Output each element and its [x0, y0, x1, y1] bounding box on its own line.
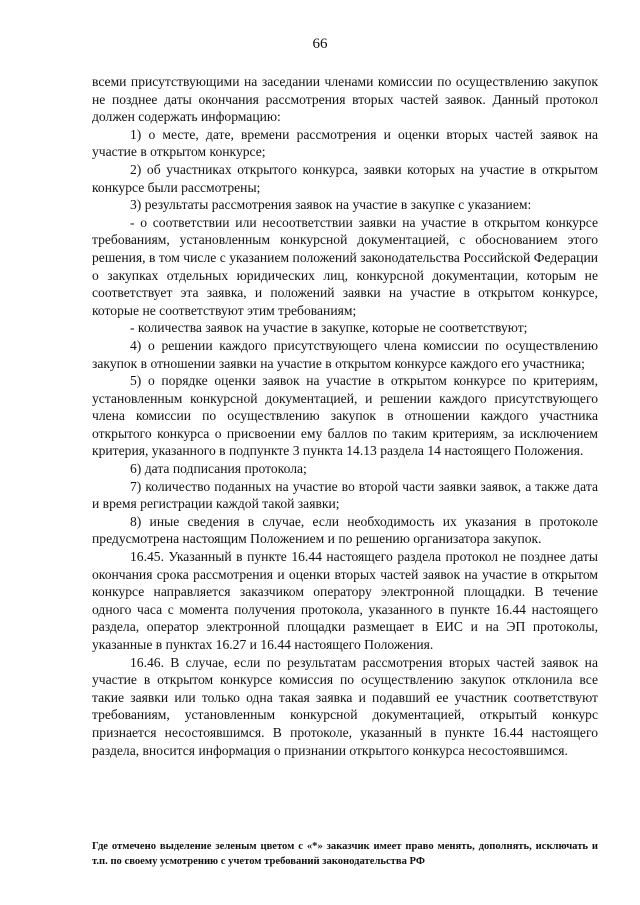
paragraph-item-8: 8) иные сведения в случае, если необходимость их указания в протоколе предусмотрена настоящим Положением и по решению организатора закупок.	[92, 513, 598, 547]
page-number: 66	[312, 36, 328, 52]
paragraph-clause-16-46: 16.46. В случае, если по результатам рассмотрения вторых частей заявок на участие в открытом конкурсе комиссия по осуществлению закупок отклонила все такие заявки или только одна такая заявка и подавший ее участник соответствуют требованиям, установленным конкурсной документацией, открытый конкурс признается несостоявшимся. В протоколе, указанный в пункте 16.44 настоящего раздела, вносится информация о признании открытого конкурса несостоявшимся.	[92, 654, 598, 758]
paragraph-item-3: 3) результаты рассмотрения заявок на участие в закупке с указанием:	[130, 197, 532, 213]
paragraph-item-1: 1) о месте, дате, времени рассмотрения и оценки вторых частей заявок на участие в открытом конкурсе;	[92, 126, 598, 160]
paragraph-item-5: 5) о порядке оценки заявок на участие в открытом конкурсе по критериям, установленным конкурсной документацией, и решении каждого присутствующего члена комиссии по осуществлению закупок в отношении каждого участника открытого конкурса о присвоении ему баллов по таким критериям, за исключением критерия, указанного в подпункте 3 пункта 14.13 раздела 14 настоящего Положения.	[92, 373, 598, 459]
paragraph-item-2: 2) об участниках открытого конкурса, заявки которых на участие в открытом конкурсе были рассмотрены;	[92, 161, 598, 195]
paragraph-item-7: 7) количество поданных на участие во второй части заявки заявок, а также дата и время регистрации каждой такой заявки;	[92, 478, 598, 512]
paragraph-item-6: 6) дата подписания протокола;	[130, 461, 307, 477]
footnote: Где отмечено выделение зеленым цветом с «*» заказчик имеет право менять, дополнять, исключать и т.п. по своему усмотрению с учетом требований законодательства РФ	[92, 841, 598, 867]
paragraph-item-4: 4) о решении каждого присутствующего члена комиссии по осуществлению закупок в отношении заявки на участие в открытом конкурсе каждого его участника;	[92, 337, 598, 371]
paragraph-clause-16-45: 16.45. Указанный в пункте 16.44 настоящего раздела протокол не позднее даты окончания срока рассмотрения и оценки вторых частей заявок на участие в открытом конкурсе направляется заказчиком оператору электронной площадки. В течение одного часа с момента получения протокола, указанного в пункте 16.44 настоящего раздела, оператор электронной площадки размещает в ЕИС и на ЭП протоколы, указанные в пунктах 16.27 и 16.44 настоящего Положения.	[92, 549, 598, 652]
paragraph-subitem-count: - количества заявок на участие в закупке, которые не соответствуют;	[130, 320, 528, 336]
paragraph-subitem-compliance: - о соответствии или несоответствии заявки на участие в открытом конкурсе требованиям, установленным конкурсной документацией, с обоснованием этого решения, в том числе с указанием положений законодательства Российской Федерации о закупках отдельных юридических лиц, конкурсной документации, которым не соответствует эта заявка, и положений заявки на участие в открытом конкурсе, которые не соответствуют этим требованиям;	[92, 214, 598, 318]
document-body	[92, 73, 598, 759]
paragraph-continuation: всеми присутствующими на заседании членами комиссии по осуществлению закупок не позднее даты окончания рассмотрения вторых частей заявок. Данный протокол должен содержать информацию:	[92, 74, 598, 125]
